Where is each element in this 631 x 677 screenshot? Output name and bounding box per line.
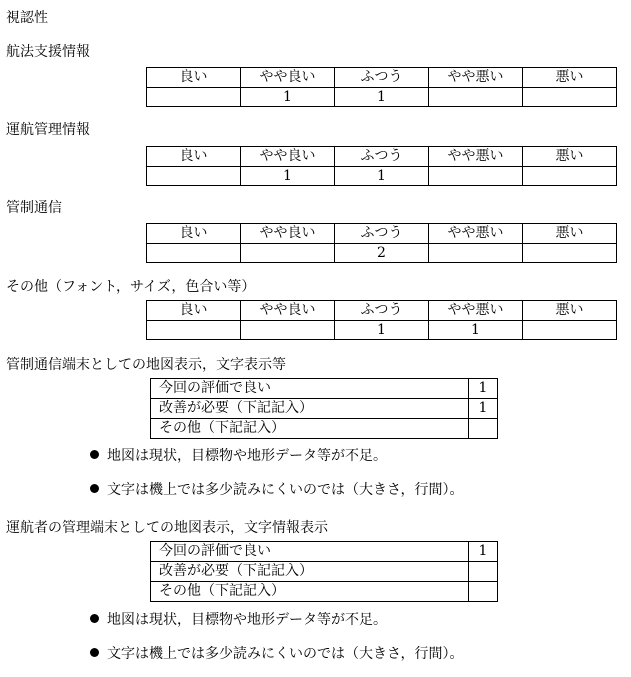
value-cell	[523, 321, 617, 340]
comment-text: 文字は機上では多少読みにくいのでは（大きさ，行間）。	[107, 482, 464, 498]
bullet-icon	[90, 648, 99, 657]
col-bad: 悪い	[523, 224, 617, 244]
col-good: 良い	[147, 147, 241, 167]
value-cell: 1	[241, 88, 335, 107]
value-cell: 1	[241, 167, 335, 186]
bullet-icon	[90, 614, 99, 623]
rating-table-atc-comm	[146, 223, 617, 263]
col-fairly-bad: やや悪い	[429, 301, 523, 321]
col-fairly-bad: やや悪い	[429, 147, 523, 167]
value-cell: 1	[335, 321, 429, 340]
value-cell	[429, 88, 523, 107]
eval-option-count	[469, 562, 498, 582]
col-fairly-good: やや良い	[241, 68, 335, 88]
bullet-icon	[90, 484, 99, 493]
value-cell	[523, 167, 617, 186]
rating-table-other	[146, 300, 617, 340]
section-heading-other: その他（フォント，サイズ，色合い等）	[6, 279, 256, 295]
comment-item	[90, 646, 463, 662]
section-heading-atc-terminal-map: 管制通信端末としての地図表示，文字表示等	[6, 357, 286, 373]
value-cell	[147, 244, 241, 263]
eval-option-label: 改善が必要（下記記入）	[151, 399, 469, 419]
bullet-icon	[90, 450, 99, 459]
eval-table-atc-terminal	[150, 378, 498, 439]
comment-item	[90, 482, 463, 498]
comment-item	[90, 612, 387, 628]
col-bad: 悪い	[523, 147, 617, 167]
value-cell	[241, 321, 335, 340]
eval-option-count	[469, 582, 498, 602]
value-cell	[147, 88, 241, 107]
eval-option-count: 1	[469, 379, 498, 399]
section-heading-operator-terminal-map: 運航者の管理端末としての地図表示，文字情報表示	[6, 520, 328, 536]
value-cell	[147, 167, 241, 186]
eval-option-label: その他（下記記入）	[151, 582, 469, 602]
eval-option-label: その他（下記記入）	[151, 419, 469, 439]
rating-table-nav-aid	[146, 67, 617, 107]
col-normal: ふつう	[335, 147, 429, 167]
col-fairly-bad: やや悪い	[429, 224, 523, 244]
col-normal: ふつう	[335, 68, 429, 88]
value-cell: 1	[335, 167, 429, 186]
rating-table-ops-mgmt	[146, 146, 617, 186]
value-cell	[241, 244, 335, 263]
value-cell	[523, 244, 617, 263]
eval-option-label: 今回の評価で良い	[151, 379, 469, 399]
value-cell	[523, 88, 617, 107]
col-normal: ふつう	[335, 224, 429, 244]
eval-option-count: 1	[469, 542, 498, 562]
col-fairly-good: やや良い	[241, 147, 335, 167]
comment-text: 地図は現状，目標物や地形データ等が不足。	[107, 448, 387, 464]
value-cell: 2	[335, 244, 429, 263]
col-good: 良い	[147, 68, 241, 88]
eval-option-count	[469, 419, 498, 439]
eval-option-label: 改善が必要（下記記入）	[151, 562, 469, 582]
section-heading-ops-mgmt: 運航管理情報	[6, 122, 90, 138]
col-good: 良い	[147, 224, 241, 244]
col-bad: 悪い	[523, 68, 617, 88]
eval-option-count: 1	[469, 399, 498, 419]
section-heading-nav-aid: 航法支援情報	[6, 44, 90, 60]
col-normal: ふつう	[335, 301, 429, 321]
value-cell	[147, 321, 241, 340]
page-title: 視認性	[6, 10, 48, 26]
value-cell	[429, 244, 523, 263]
comment-text: 地図は現状，目標物や地形データ等が不足。	[107, 612, 387, 628]
eval-option-label: 今回の評価で良い	[151, 542, 469, 562]
value-cell: 1	[335, 88, 429, 107]
eval-table-operator-terminal	[150, 541, 498, 602]
value-cell: 1	[429, 321, 523, 340]
section-heading-atc-comm: 管制通信	[6, 200, 62, 216]
comment-text: 文字は機上では多少読みにくいのでは（大きさ，行間）。	[107, 646, 464, 662]
col-good: 良い	[147, 301, 241, 321]
col-bad: 悪い	[523, 301, 617, 321]
value-cell	[429, 167, 523, 186]
col-fairly-good: やや良い	[241, 301, 335, 321]
col-fairly-good: やや良い	[241, 224, 335, 244]
comment-item	[90, 448, 387, 464]
col-fairly-bad: やや悪い	[429, 68, 523, 88]
